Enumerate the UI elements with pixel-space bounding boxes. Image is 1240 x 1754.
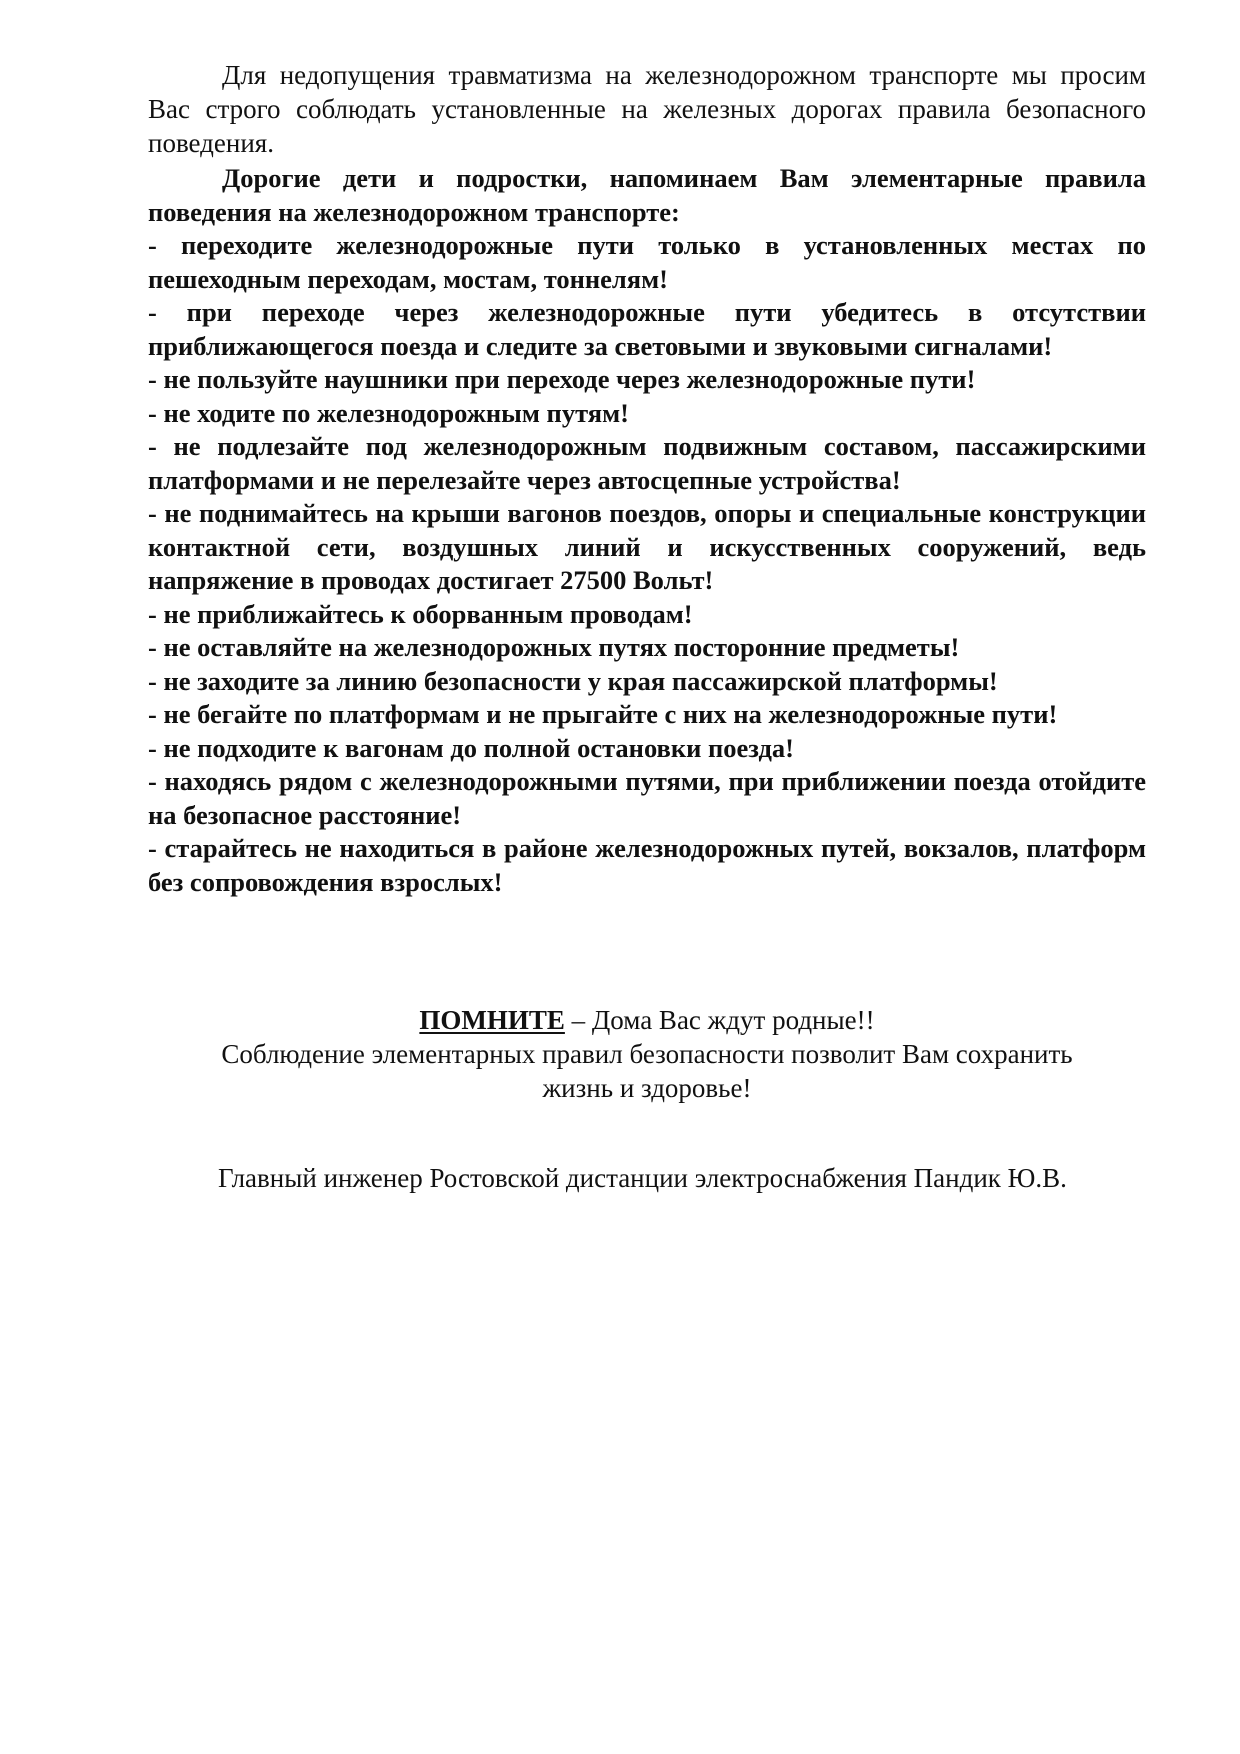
rule-item: - не поднимайтесь на крыши вагонов поездов, опоры и специальные конструкции контактной сети, воздушных линий и искусственных сооружений, ведь напряжение в проводах достигает 27500 Вольт! — [148, 498, 1146, 595]
remember-line-1 — [148, 1003, 1146, 1037]
rule-item: - не ходите по железнодорожным путям! — [148, 397, 629, 428]
signature-line: Главный инженер Ростовской дистанции электроснабжения Пандик Ю.В. — [218, 1163, 1067, 1193]
rule-item: - находясь рядом с железнодорожными путями, при приближении поезда отойдите на безопасное расстояние! — [148, 766, 1146, 830]
document-body — [148, 58, 1146, 899]
remember-line-2: Соблюдение элементарных правил безопасности позволит Вам сохранить — [221, 1039, 1073, 1069]
rule-item: - при переходе через железнодорожные пути убедитесь в отсутствии приближающегося поезда и следите за световыми и звуковыми сигналами! — [148, 297, 1146, 361]
rule-item: - не бегайте по платформам и не прыгайте с них на железнодорожные пути! — [148, 699, 1058, 729]
rule-item: - не оставляйте на железнодорожных путях посторонние предметы! — [148, 632, 960, 662]
rule-item: - не приближайтесь к оборванным проводам! — [148, 598, 693, 629]
remember-line-3: жизнь и здоровье! — [542, 1073, 752, 1103]
rule-item: - не заходите за линию безопасности у края пассажирской платформы! — [148, 665, 998, 696]
rule-item: - не подлезайте под железнодорожным подвижным составом, пассажирскими платформами и не перелезайте через автосцепные устройства! — [148, 431, 1146, 495]
rule-item: - переходите железнодорожные пути только в установленных местах по пешеходным переходам, мостам, тоннелям! — [148, 230, 1146, 294]
intro-paragraph: Для недопущения травматизма на железнодорожном транспорте мы просим Вас строго соблюдать установленные на железных дорогах правила безопасного поведения. — [148, 60, 1146, 158]
remember-heading: ПОМНИТЕ — [419, 1005, 565, 1035]
remember-block — [148, 1003, 1146, 1105]
lead-paragraph: Дорогие дети и подростки, напоминаем Вам элементарные правила поведения на железнодорожном транспорте: — [148, 163, 1146, 227]
rule-item: - не пользуйте наушники при переходе через железнодорожные пути! — [148, 364, 976, 394]
remember-line-1-text: – Дома Вас ждут родные!! — [564, 1005, 875, 1035]
rule-item: - не подходите к вагонам до полной остановки поезда! — [148, 732, 794, 763]
rule-item: - старайтесь не находиться в районе железнодорожных путей, вокзалов, платформ без сопровождения взрослых! — [148, 833, 1146, 897]
